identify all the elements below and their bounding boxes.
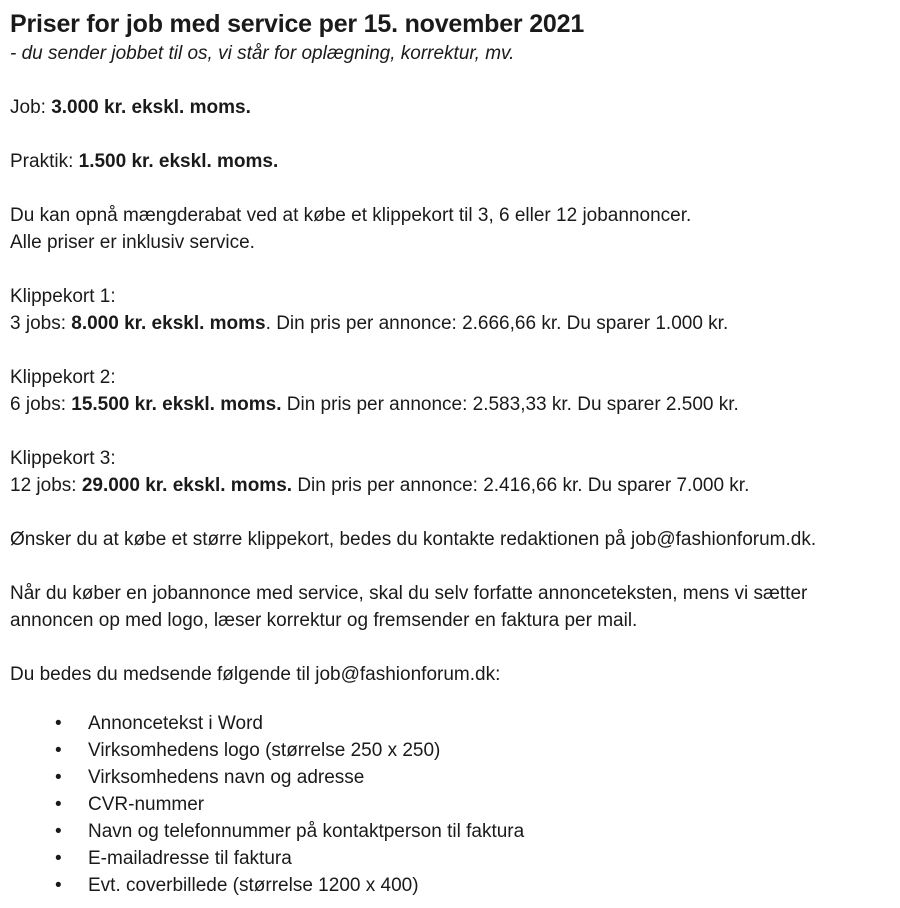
list-item: • CVR-nummer (55, 791, 882, 818)
klippekort-3-prefix: 12 jobs: (10, 475, 82, 496)
klippekort-1-prefix: 3 jobs: (10, 313, 72, 334)
discount-line-2: Alle priser er inklusiv service. (10, 232, 255, 253)
klippekort-2-rest: Din pris per annonce: 2.583,33 kr. Du sparer 2.500 kr. (281, 394, 739, 415)
klippekort-1-rest: . Din pris per annonce: 2.666,66 kr. Du sparer 1.000 kr. (265, 313, 729, 334)
page-title: Priser for job med service per 15. november 2021 (10, 10, 585, 38)
klippekort-1-price: 8.000 kr. ekskl. moms (71, 313, 266, 334)
job-price-prefix: Job: (10, 97, 52, 118)
job-price-value: 3.000 kr. ekskl. moms. (51, 97, 251, 118)
klippekort-2-price: 15.500 kr. ekskl. moms. (71, 394, 282, 415)
klippekort-2-heading: Klippekort 2: (10, 367, 116, 388)
klippekort-1-detail (10, 310, 882, 337)
klippekort-2-detail (10, 391, 882, 418)
praktik-price-prefix: Praktik: (10, 151, 79, 172)
list-item: • Evt. coverbillede (størrelse 1200 x 400) (55, 872, 882, 899)
klippekort-2-prefix: 6 jobs: (10, 394, 72, 415)
list-item: • E-mailadresse til faktura (55, 845, 882, 872)
klippekort-2-block (10, 364, 882, 418)
discount-line-1: Du kan opnå mængderabat ved at købe et klippekort til 3, 6 eller 12 jobannoncer. (10, 205, 692, 226)
required-items-list (10, 710, 882, 899)
klippekort-3-detail (10, 472, 882, 499)
list-item: • Virksomhedens navn og adresse (55, 764, 882, 791)
service-paragraph: Når du køber en jobannonce med service, skal du selv forfatte annonceteksten, mens vi sætter annoncen op med logo, læser korrektur og fremsender en faktura per mail. (10, 583, 808, 631)
send-paragraph: Du bedes du medsende følgende til job@fashionforum.dk: (10, 664, 501, 685)
klippekort-3-block (10, 445, 882, 499)
discount-paragraph (10, 202, 882, 256)
klippekort-3-heading: Klippekort 3: (10, 448, 116, 469)
klippekort-1-heading: Klippekort 1: (10, 286, 116, 307)
klippekort-1-block (10, 283, 882, 337)
praktik-price-line (10, 148, 882, 175)
page-subtitle: - du sender jobbet til os, vi står for oplægning, korrektur, mv. (10, 43, 515, 64)
klippekort-3-rest: Din pris per annonce: 2.416,66 kr. Du sparer 7.000 kr. (292, 475, 750, 496)
list-item: • Navn og telefonnummer på kontaktperson til faktura (55, 818, 882, 845)
praktik-price-value: 1.500 kr. ekskl. moms. (78, 151, 279, 172)
larger-card-paragraph: Ønsker du at købe et større klippekort, bedes du kontakte redaktionen på job@fashionforum.dk. (10, 529, 817, 550)
list-item: • Annoncetekst i Word (55, 710, 882, 737)
list-item: • Virksomhedens logo (størrelse 250 x 250) (55, 737, 882, 764)
job-price-line (10, 94, 882, 121)
klippekort-3-price: 29.000 kr. ekskl. moms. (81, 475, 293, 496)
